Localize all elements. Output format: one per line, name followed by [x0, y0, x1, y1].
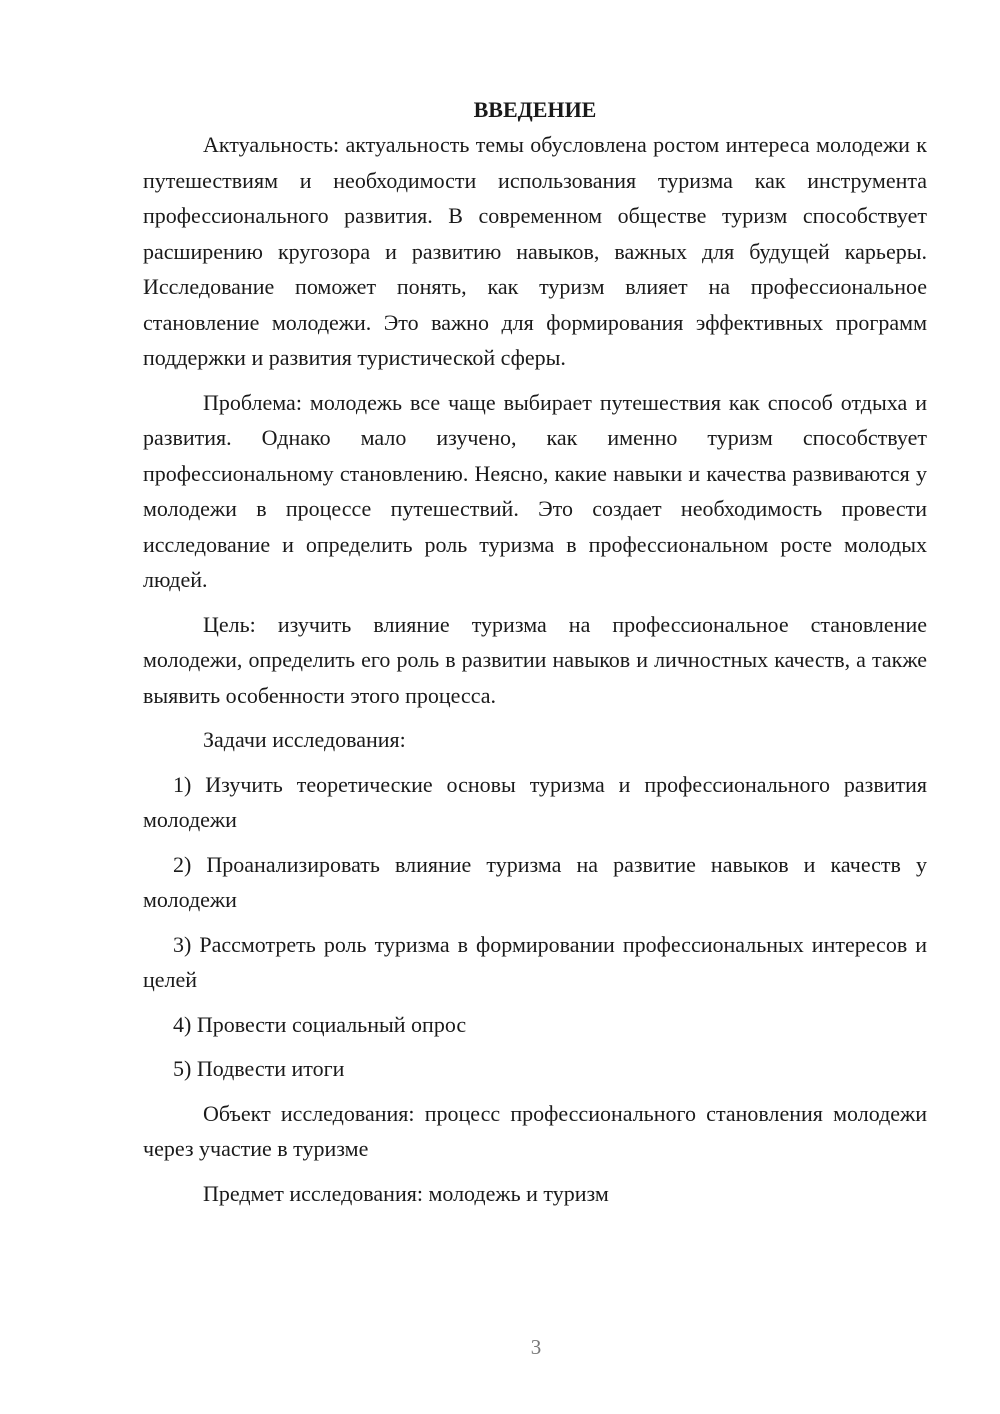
- section-heading: ВВЕДЕНИЕ: [473, 97, 597, 122]
- page-content: [143, 92, 927, 1211]
- task-item: 1) Изучить теоретические основы туризма и профессионального развития молодежи: [143, 771, 927, 832]
- subject-paragraph: Предмет исследования: молодежь и туризм: [203, 1180, 609, 1206]
- page-number: 3: [530, 1335, 542, 1359]
- problem-paragraph: Проблема: молодежь все чаще выбирает путешествия как способ отдыха и развития. Однако мало изучено, как именно туризм способствует профессиональному становлению. Неясно, какие навыки и качества развиваются у молодежи в процессе путешествий. Это создает необходимость провести исследование и определить роль туризма в профессиональном росте молодых людей.: [143, 389, 927, 592]
- goal-paragraph: Цель: изучить влияние туризма на профессиональное становление молодежи, определить его роль в развитии навыков и личностных качеств, а также выявить особенности этого процесса.: [143, 611, 927, 708]
- task-item: 3) Рассмотреть роль туризма в формировании профессиональных интересов и целей: [143, 931, 927, 992]
- tasks-title: Задачи исследования:: [203, 727, 406, 752]
- task-item: 4) Провести социальный опрос: [173, 1011, 467, 1037]
- relevance-paragraph: Актуальность: актуальность темы обусловлена ростом интереса молодежи к путешествиям и необходимости использования туризма как инструмента профессионального развития. В современном обществе туризм способствует расширению кругозора и развитию навыков, важных для будущей карьеры. Исследование поможет понять, как туризм влияет на профессиональное становление молодежи. Это важно для формирования эффективных программ поддержки и развития туристической сферы.: [143, 132, 927, 370]
- task-item: 2) Проанализировать влияние туризма на развитие навыков и качеств у молодежи: [143, 851, 927, 912]
- object-paragraph: Объект исследования: процесс профессионального становления молодежи через участие в туризме: [143, 1100, 927, 1161]
- task-item: 5) Подвести итоги: [173, 1056, 345, 1081]
